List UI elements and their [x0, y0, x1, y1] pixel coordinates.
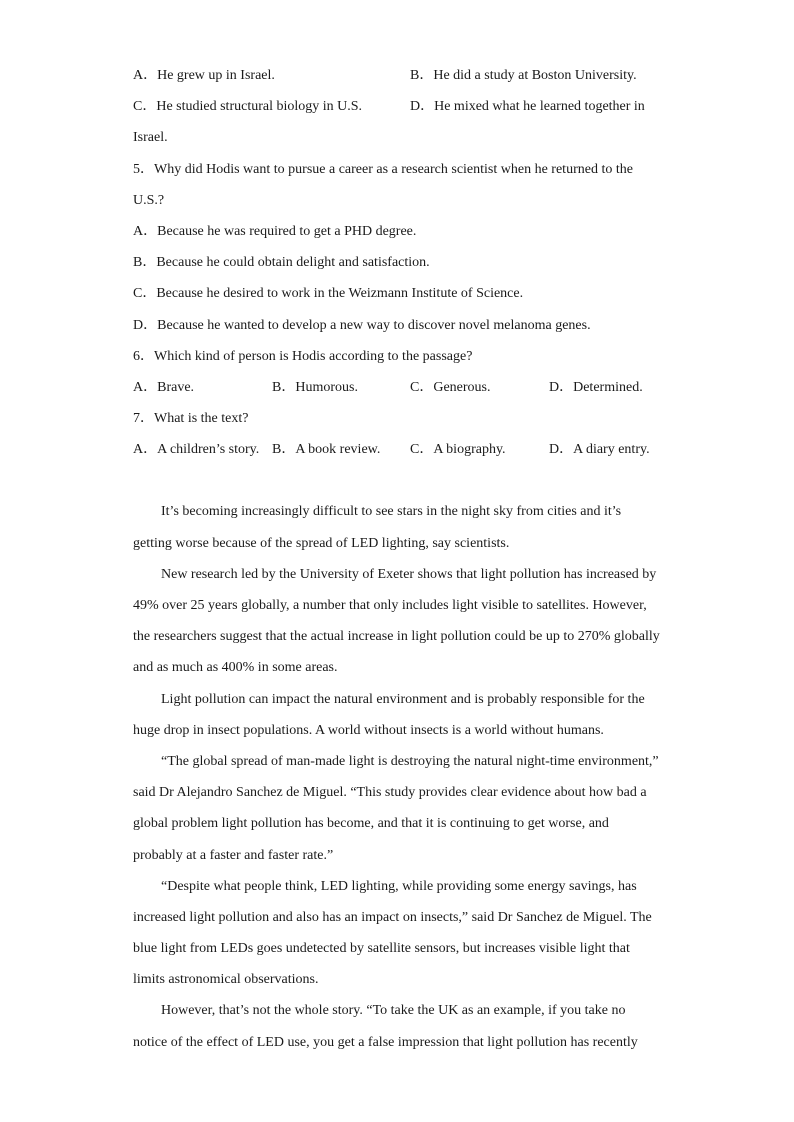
- option-a[interactable]: A．He grew up in Israel.: [133, 68, 275, 83]
- option-d[interactable]: D．Because he wanted to develop a new way to discover novel melanoma genes.: [133, 317, 591, 333]
- question-stem: 7．What is the text?: [133, 411, 249, 427]
- question-5: [133, 154, 663, 341]
- option-b[interactable]: B．He did a study at Boston University.: [410, 68, 637, 83]
- text-line: 49% over 25 years globally, a number that only includes light visible to satellites. However,: [133, 598, 647, 613]
- text-line: the researchers suggest that the actual increase in light pollution could be up to 270% globally: [133, 629, 660, 645]
- text-line: New research led by the University of Exeter shows that light pollution has increased by: [161, 566, 657, 582]
- paragraph-6: [133, 995, 663, 1057]
- question-stem: 6．Which kind of person is Hodis according to the passage?: [133, 348, 473, 364]
- text-line: probably at a faster and faster rate.”: [133, 847, 334, 863]
- option-a[interactable]: A．Brave.: [133, 379, 195, 395]
- text-line: said Dr Alejandro Sanchez de Miguel. “This study provides clear evidence about how bad a: [133, 785, 647, 801]
- text-line: “Despite what people think, LED lighting, while providing some energy savings, has: [161, 878, 637, 894]
- option-row: [133, 91, 663, 122]
- option-c[interactable]: C．A biography.: [410, 442, 506, 458]
- option-a[interactable]: A．A children’s story.: [133, 442, 260, 458]
- text-line: “The global spread of man-made light is destroying the natural night-time environment,”: [161, 753, 659, 769]
- option-c[interactable]: C．Generous.: [410, 379, 491, 395]
- text-line: global problem light pollution has become, and that it is continuing to get worse, and: [133, 816, 609, 832]
- option-row: [133, 60, 663, 91]
- option-c[interactable]: C．Because he desired to work in the Weizmann Institute of Science.: [133, 286, 524, 302]
- paragraph-4: [133, 746, 663, 871]
- question-7: [133, 403, 663, 465]
- text-line: limits astronomical observations.: [133, 972, 319, 988]
- option-row: [133, 372, 663, 403]
- option-b[interactable]: B．A book review.: [272, 442, 381, 458]
- text-line: However, that’s not the whole story. “To take the UK as an example, if you take no: [161, 1003, 626, 1019]
- text-line: blue light from LEDs goes undetected by satellite sensors, but increases visible light that: [133, 941, 630, 957]
- question-stem-cont: U.S.?: [133, 192, 165, 208]
- text-line: huge drop in insect populations. A world without insects is a world without humans.: [133, 722, 604, 738]
- text-line: It’s becoming increasingly difficult to see stars in the night sky from cities and it’s: [161, 504, 622, 520]
- option-d[interactable]: D．A diary entry.: [549, 442, 650, 458]
- text-line: Light pollution can impact the natural environment and is probably responsible for the: [161, 691, 645, 707]
- option-d[interactable]: D．Determined.: [549, 379, 643, 395]
- question-stem: 5．Why did Hodis want to pursue a career as a research scientist when he returned to the: [133, 161, 633, 177]
- option-c[interactable]: C．He studied structural biology in U.S.: [133, 99, 363, 115]
- option-b[interactable]: B．Humorous.: [272, 379, 358, 395]
- option-d-continuation: Israel.: [133, 130, 168, 146]
- option-a[interactable]: A．Because he was required to get a PHD degree.: [133, 223, 417, 239]
- paragraph-3: [133, 684, 663, 746]
- paragraph-5: [133, 871, 663, 996]
- paragraph-1: [133, 496, 663, 558]
- option-row: [133, 434, 663, 465]
- question-6: [133, 341, 663, 403]
- question-4: [133, 60, 663, 154]
- option-d[interactable]: D．He mixed what he learned together in: [410, 99, 645, 115]
- text-line: getting worse because of the spread of LED lighting, say scientists.: [133, 535, 510, 551]
- reading-passage: [133, 496, 663, 1057]
- text-line: increased light pollution and also has an impact on insects,” said Dr Sanchez de Miguel. The: [133, 909, 652, 925]
- text-line: notice of the effect of LED use, you get a false impression that light pollution has recently: [133, 1034, 638, 1050]
- document-page: [133, 60, 663, 1058]
- paragraph-2: [133, 559, 663, 684]
- option-b[interactable]: B．Because he could obtain delight and satisfaction.: [133, 255, 430, 271]
- text-line: and as much as 400% in some areas.: [133, 660, 338, 676]
- section-gap: [133, 465, 663, 496]
